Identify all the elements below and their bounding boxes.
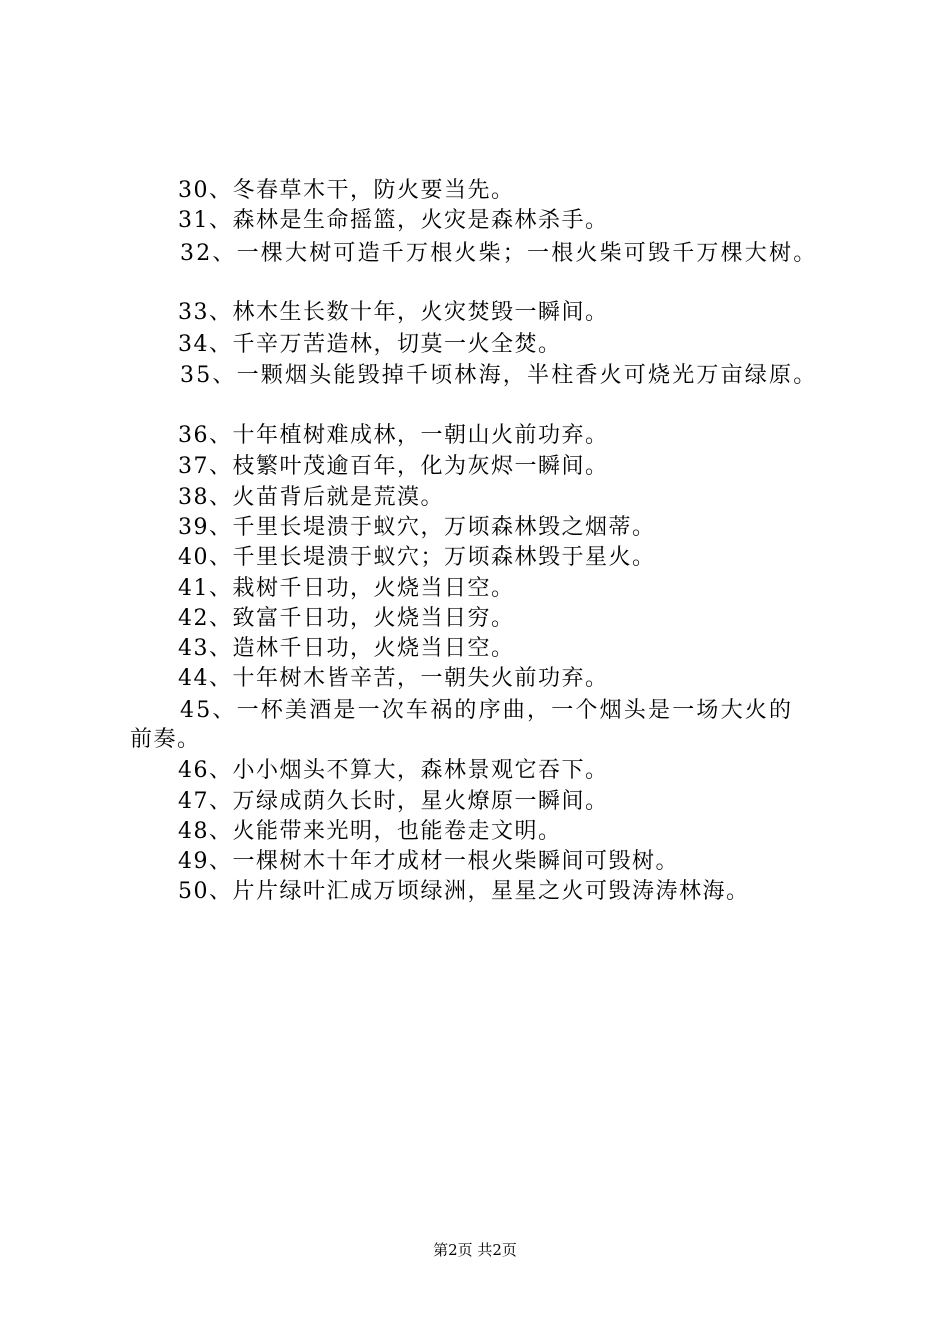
text-line: 45、一杯美酒是一次车祸的序曲，一个烟头是一场大火的	[180, 698, 794, 723]
text-line: 37、枝繁叶茂逾百年，化为灰烬一瞬间。	[178, 454, 609, 479]
text-line: 46、小小烟头不算大，森林景观它吞下。	[178, 758, 609, 783]
text-line: 34、千辛万苦造林，切莫一火全焚。	[178, 332, 562, 357]
text-line: 32、一棵大树可造千万根火柴；一根火柴可毁千万棵大树。	[180, 241, 818, 266]
text-line: 前奏。	[130, 727, 201, 752]
text-line: 41、栽树千日功，火烧当日空。	[178, 576, 515, 601]
text-line: 43、造林千日功，火烧当日空。	[178, 636, 515, 661]
text-line: 42、致富千日功，火烧当日穷。	[178, 606, 515, 631]
text-line: 33、林木生长数十年，火灾焚毁一瞬间。	[178, 300, 609, 325]
text-line: 35、一颗烟头能毁掉千顷林海，半柱香火可烧光万亩绿原。	[180, 363, 818, 388]
text-line: 44、十年树木皆辛苦，一朝失火前功弃。	[178, 666, 609, 691]
text-line: 47、万绿成荫久长时，星火燎原一瞬间。	[178, 789, 609, 814]
text-line: 49、一棵树木十年才成材一根火柴瞬间可毁树。	[178, 849, 679, 874]
text-line: 31、森林是生命摇篮，火灾是森林杀手。	[178, 208, 609, 233]
text-line: 39、千里长堤溃于蚁穴，万顷森林毁之烟蒂。	[178, 515, 656, 540]
text-line: 48、火能带来光明，也能卷走文明。	[178, 819, 562, 844]
text-line: 30、冬春草木干，防火要当先。	[178, 178, 515, 203]
text-line: 50、片片绿叶汇成万顷绿洲，星星之火可毁涛涛林海。	[178, 879, 750, 904]
text-line: 36、十年植树难成林，一朝山火前功弃。	[178, 423, 609, 448]
page-footer: 第2页 共2页	[433, 1241, 517, 1259]
text-line: 40、千里长堤溃于蚁穴；万顷森林毁于星火。	[178, 545, 656, 570]
text-line: 38、火苗背后就是荒漠。	[178, 485, 444, 510]
